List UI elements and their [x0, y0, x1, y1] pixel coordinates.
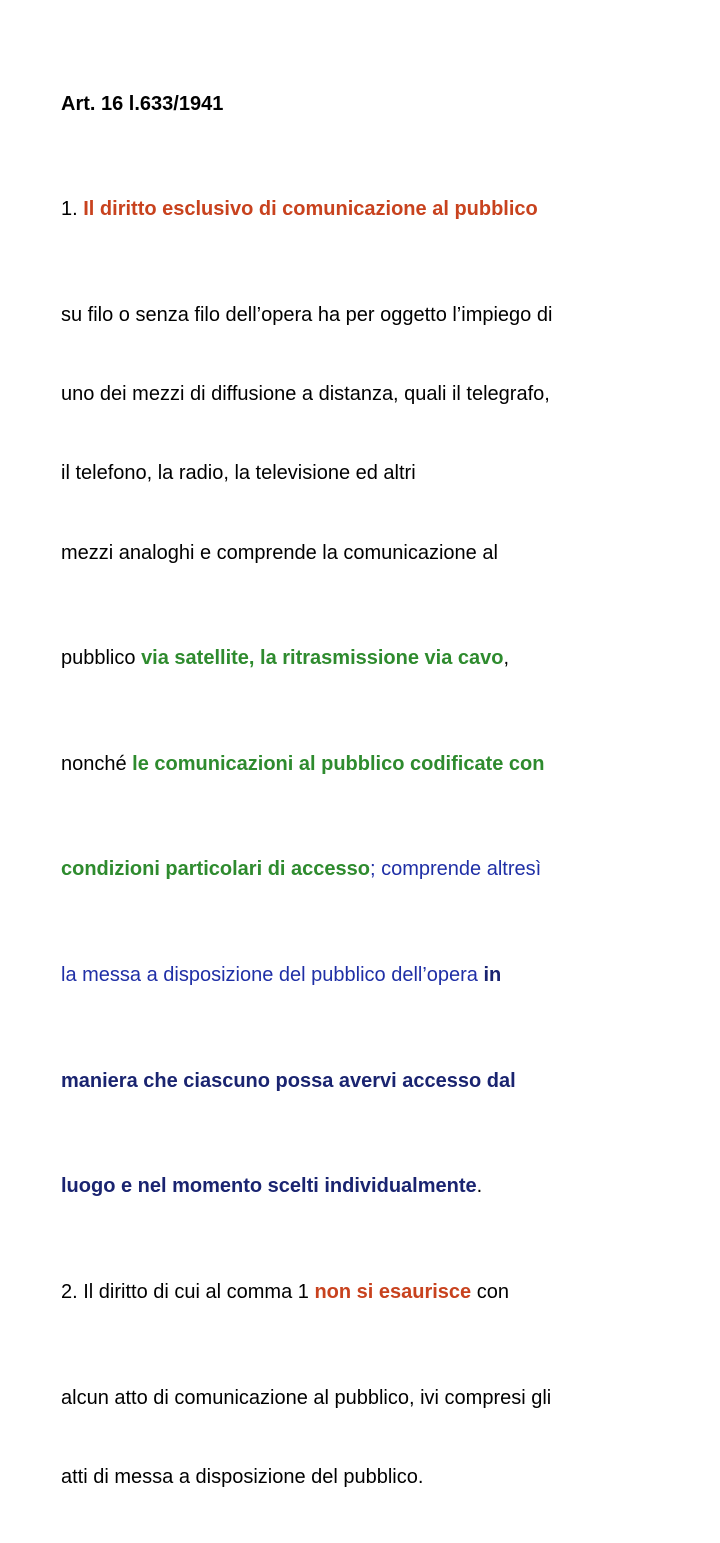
paragraph-1-line-7	[61, 751, 661, 777]
plain-text: pubblico	[61, 647, 142, 670]
paragraph-2-line-3: atti di messa a disposizione del pubblico.	[61, 1465, 424, 1488]
article-text	[61, 38, 661, 1543]
paragraph-1-line-9	[61, 962, 661, 988]
plain-text: 2. Il diritto di cui al comma 1	[61, 1280, 315, 1303]
paragraph-1-line-1	[61, 196, 661, 222]
paragraph-1-line-3: uno dei mezzi di diffusione a distanza, quali il telegrafo,	[61, 383, 550, 406]
paragraph-2-line-2: alcun atto di comunicazione al pubblico, ivi compresi gli	[61, 1386, 552, 1409]
highlight-access-conditions: condizioni particolari di accesso	[61, 858, 370, 881]
highlight-not-exhausted: non si esaurisce	[314, 1280, 472, 1303]
article-title: Art. 16 l.633/1941	[61, 92, 224, 115]
plain-text: ,	[503, 647, 510, 670]
highlight-coded-communications: le comunicazioni al pubblico codificate con	[132, 752, 545, 775]
paragraph-1-line-4: il telefono, la radio, la televisione ed altri	[61, 462, 416, 485]
blue-text: la messa a disposizione del pubblico dell’opera	[61, 964, 484, 987]
paragraph-1-line-11	[61, 1173, 661, 1199]
blue-text: ; comprende altresì	[369, 858, 542, 881]
paragraph-1-line-8	[61, 856, 661, 882]
paragraph-1-line-2: su filo o senza filo dell’opera ha per oggetto l’impiego di	[61, 304, 553, 327]
paragraph-1-line-6	[61, 645, 661, 671]
paragraph-number: 1.	[61, 198, 84, 221]
plain-text: con	[471, 1280, 509, 1303]
highlight-exclusive-right: Il diritto esclusivo di comunicazione al pubblico	[83, 198, 538, 221]
paragraph-1-line-5: mezzi analoghi e comprende la comunicazione al	[61, 541, 498, 564]
highlight-satellite-cable: via satellite, la ritrasmissione via cavo	[141, 647, 504, 670]
paragraph-2-line-1	[61, 1279, 661, 1305]
highlight-on-demand-end: luogo e nel momento scelti individualmente	[61, 1175, 477, 1198]
plain-text: nonché	[61, 752, 133, 775]
plain-text: .	[476, 1175, 483, 1198]
highlight-on-demand-continued: maniera che ciascuno possa avervi accesso dal	[61, 1069, 516, 1092]
highlight-on-demand: in	[483, 964, 502, 987]
